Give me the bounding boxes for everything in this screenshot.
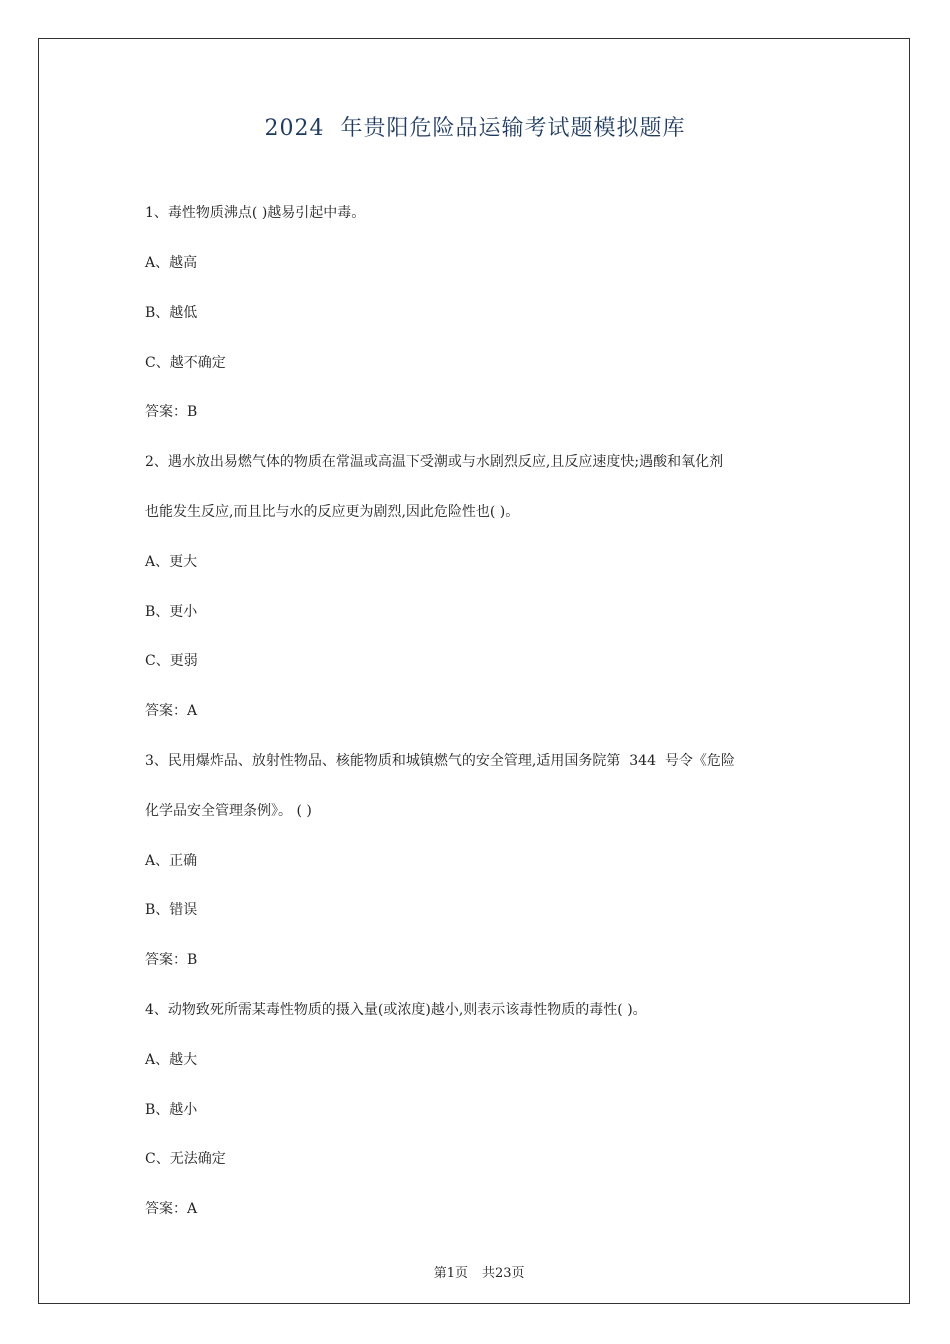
question-2-option-c: C、更弱 <box>145 653 198 669</box>
page-footer <box>0 1247 950 1283</box>
question-1-option-b: B、越低 <box>145 305 198 321</box>
page-total: 共23页 <box>482 1266 525 1281</box>
question-3-text-line-2: 化学品安全管理条例》。 ( ) <box>145 803 312 819</box>
question-4-option-c: C、无法确定 <box>145 1151 226 1167</box>
question-2-text-line-2: 也能发生反应,而且比与水的反应更为剧烈,因此危险性也( )。 <box>145 504 520 520</box>
question-1-option-c: C、越不确定 <box>145 355 226 371</box>
question-1-answer: 答案：B <box>145 404 198 420</box>
question-2-option-b: B、更小 <box>145 604 198 620</box>
question-3-option-b: B、错误 <box>145 902 198 918</box>
question-2-option-a: A、更大 <box>145 554 198 570</box>
question-1-text: 1、毒性物质沸点( )越易引起中毒。 <box>145 205 366 221</box>
question-4-option-a: A、越大 <box>145 1052 198 1068</box>
question-2-answer: 答案：A <box>145 703 198 719</box>
document-title: 2024 年贵阳危险品运输考试题模拟题库 <box>264 116 686 141</box>
question-2-text-line-1: 2、遇水放出易燃气体的物质在常温或高温下受潮或与水剧烈反应,且反应速度快;遇酸和氧化剂 <box>145 454 724 470</box>
question-3-option-a: A、正确 <box>145 853 198 869</box>
question-4-option-b: B、越小 <box>145 1102 198 1118</box>
question-4-answer: 答案：A <box>145 1201 198 1217</box>
question-3-text-line-1: 3、民用爆炸品、放射性物品、核能物质和城镇燃气的安全管理,适用国务院第 344 号令《危险 <box>145 753 735 769</box>
question-3-answer: 答案：B <box>145 952 198 968</box>
question-1-option-a: A、越高 <box>145 255 198 271</box>
question-4-text: 4、动物致死所需某毒性物质的摄入量(或浓度)越小,则表示该毒性物质的毒性( )。 <box>145 1002 647 1018</box>
page-number: 第1页 <box>433 1266 468 1281</box>
